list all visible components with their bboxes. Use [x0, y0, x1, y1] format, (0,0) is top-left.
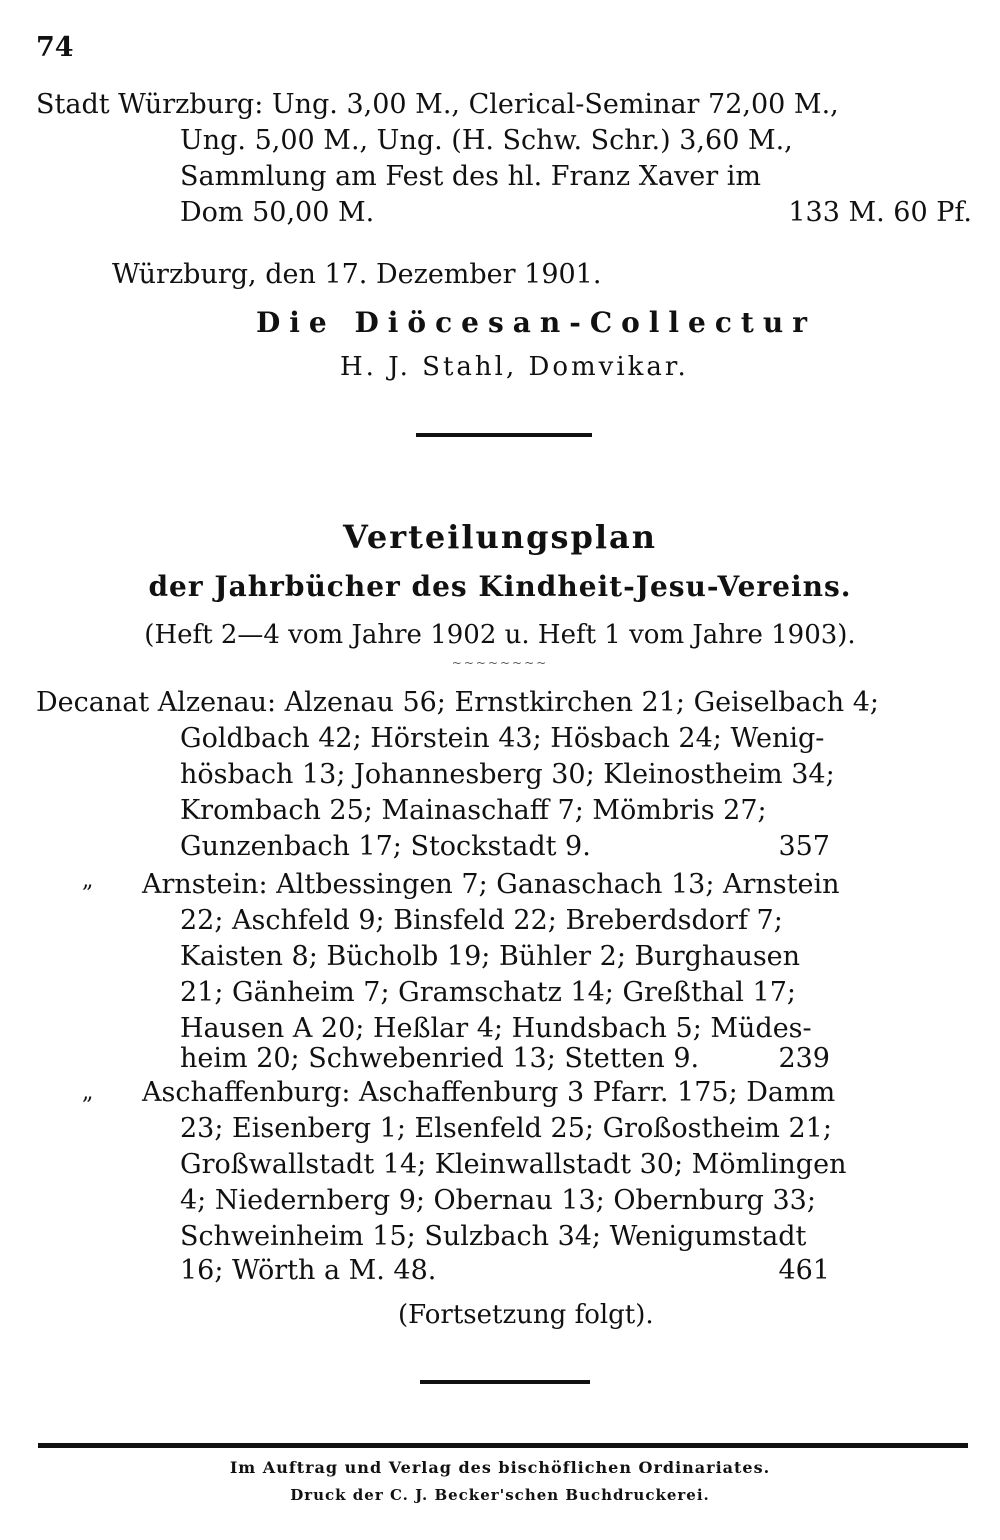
decanate-line: 16; Wörth a M. 48. [180, 1255, 437, 1286]
ditto-mark: „ [82, 1080, 94, 1105]
decanate-line: 4; Niedernberg 9; Obernau 13; Obernburg 33; [180, 1185, 816, 1216]
decanate-line: Schweinheim 15; Sulzbach 34; Wenigumstadt [180, 1221, 807, 1252]
footer-rule [38, 1443, 968, 1448]
decanate-line: Krombach 25; Mainaschaff 7; Mömbris 27; [180, 795, 767, 826]
place-date: Würzburg, den 17. Dezember 1901. [112, 259, 602, 290]
separator-rule [416, 433, 592, 437]
decanate-line: Aschaffenburg: Aschaffenburg 3 Pfarr. 175; Damm [142, 1077, 836, 1108]
entry-line: Dom 50,00 M. [180, 197, 375, 228]
ditto-mark: „ [82, 868, 94, 893]
decanate-line: Gunzenbach 17; Stockstadt 9. [180, 831, 591, 862]
collector-office: Die Diöcesan-Collectur [256, 306, 816, 339]
continuation-note: (Fortsetzung folgt). [398, 1300, 654, 1330]
decanate-total: 239 [778, 1043, 830, 1074]
decanate-total: 357 [778, 831, 830, 862]
collector-name: H. J. Stahl, Domvikar. [340, 352, 689, 382]
decanate-line: 23; Eisenberg 1; Elsenfeld 25; Großostheim 21; [180, 1113, 832, 1144]
imprint-line: Im Auftrag und Verlag des bischöflichen Ordinariates. [229, 1458, 771, 1477]
decanate-line: heim 20; Schwebenried 13; Stetten 9. [180, 1043, 700, 1074]
entry-amount: 133 M. 60 Pf. [788, 197, 972, 228]
decanate-line: Hausen A 20; Heßlar 4; Hundsbach 5; Müdes- [180, 1013, 812, 1044]
decanate-line: Großwallstadt 14; Kleinwallstadt 30; Mömlingen [180, 1149, 847, 1180]
separator-rule [420, 1380, 590, 1384]
decanate-line: Goldbach 42; Hörstein 43; Hösbach 24; Wenig- [180, 723, 825, 754]
plan-title: Verteilungsplan [342, 518, 657, 556]
decanate-line: Kaisten 8; Bücholb 19; Bühler 2; Burghausen [180, 941, 801, 972]
entry-line: Sammlung am Fest des hl. Franz Xaver im [180, 161, 761, 192]
page-number: 74 [36, 32, 74, 63]
printer-line: Druck der C. J. Becker'schen Buchdruckerei. [290, 1486, 710, 1504]
decanate-line: Decanat Alzenau: Alzenau 56; Ernstkirchen 21; Geiselbach 4; [36, 687, 879, 718]
plan-note: (Heft 2—4 vom Jahre 1902 u. Heft 1 vom Jahre 1903). [144, 620, 856, 650]
decanate-line: 22; Aschfeld 9; Binsfeld 22; Breberdsdorf 7; [180, 905, 783, 936]
ornament: ~~~~~~~~ [451, 656, 549, 670]
entry-line: Stadt Würzburg: Ung. 3,00 M., Clerical-Seminar 72,00 M., [36, 89, 839, 120]
decanate-total: 461 [778, 1255, 830, 1286]
decanate-line: 21; Gänheim 7; Gramschatz 14; Greßthal 17; [180, 977, 796, 1008]
entry-line: Ung. 5,00 M., Ung. (H. Schw. Schr.) 3,60 M., [180, 125, 793, 156]
decanate-line: hösbach 13; Johannesberg 30; Kleinostheim 34; [180, 759, 835, 790]
plan-subtitle: der Jahrbücher des Kindheit-Jesu-Vereins. [148, 570, 852, 603]
decanate-line: Arnstein: Altbessingen 7; Ganaschach 13; Arnstein [142, 869, 840, 900]
